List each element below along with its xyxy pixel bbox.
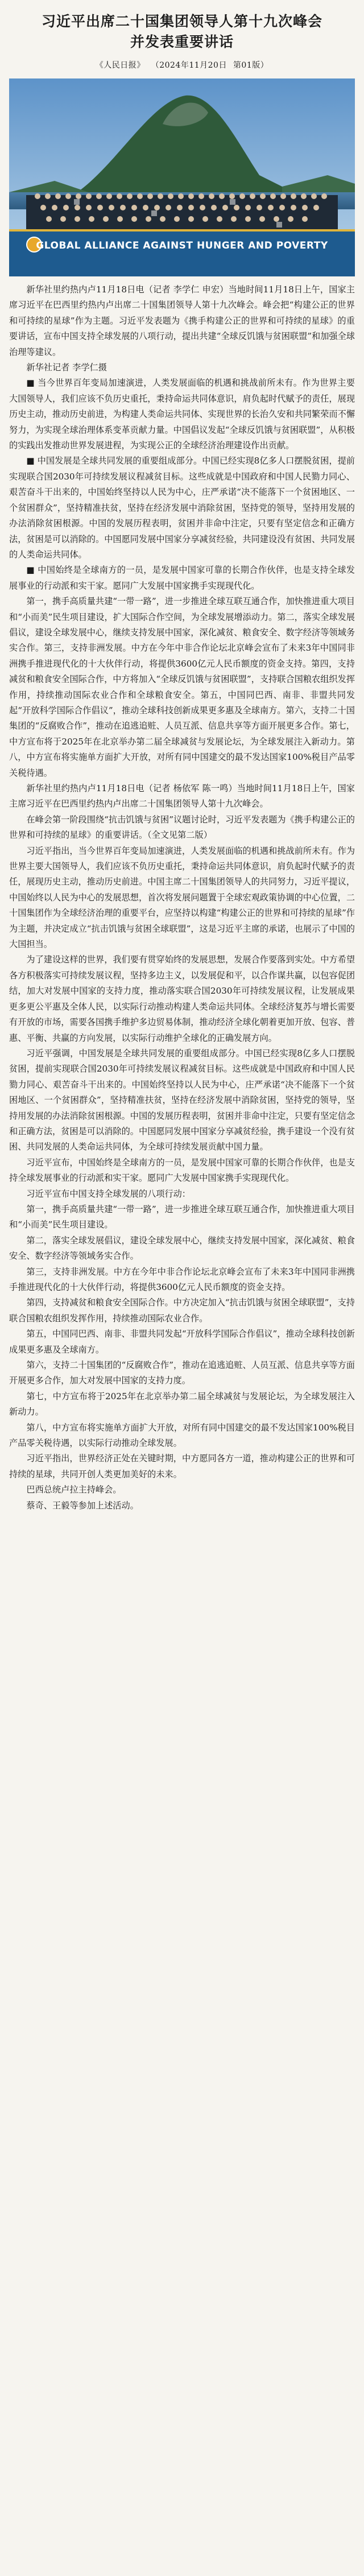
article-body <box>9 282 355 1514</box>
action-item: 第四，支持减贫和粮食安全国际合作。中方决定加入“抗击饥饿与贫困全球联盟”，支持联合国粮农组织发挥作用，持续推动国际农业合作。 <box>9 1297 355 1324</box>
paragraph: ■ 中国发展是全球共同发展的重要组成部分。中国已经实现8亿多人口摆脱贫困，提前实现联合国2030年可持续发展议程减贫目标。这些成就是中国政府和中国人民勠力同心、艰苦奋斗干出来的，中国始终坚持以人民为中心，庄严承诺“决不能落下一个贫困地区、一个贫困群众”，坚持精准扶贫，坚持在经济发展中消除贫困，坚持党的领导，坚持用发展的办法消除贫困根源。中国的发展历程表明，贫困并非命中注定，只要有坚定信念和正确方法，贫困是可以消除的。中国愿同发展中国家分享减贫经验，共同建设没有贫困、共同发展的人类命运共同体。 <box>9 456 355 560</box>
paragraph: 巴西总统卢拉主持峰会。 <box>26 1485 122 1495</box>
paragraph: 第一，携手高质量共建“一带一路”，进一步推进全球互联互通合作，加快推进重大项目和“小而美”民生项目建设，扩大国际合作空间，为全球发展增添动力。第二，落实全球发展倡议，建设全球发展中心，继续支持发展中国家，深化减贫、粮食安全、数字经济等领域务实合作。第三，支持非洲发展。中方在今年中非合作论坛北京峰会宣布了未来3年中国同非洲携手推进现代化的十大伙伴行动，将提供3600亿元人民币额度的资金支持。第四，支持减贫和粮食安全国际合作，中方将加入“全球反饥饿与贫困联盟”，支持联合国粮农组织发挥作用，持续推动国际农业合作和全球粮食安全。第五，中国同巴西、南非、非盟共同发起“开放科学国际合作倡议”，推动全球科技创新成果更多惠及全球南方。第六，支持二十国集团的“反腐败合作”，推动在追逃追赃、人员互派、信息共享等方面开展更多合作。第七，中方宣布将于2025年在北京举办第二届全球减贫与发展论坛，为全球发展注入新动力。第八，中方宣布将实施单方面扩大开放，对所有同中国建交的最不发达国家100%税目产品零关税待遇。 <box>9 596 355 778</box>
paragraph: 习近平宣布，中国始终是全球南方的一员，是发展中国家可靠的长期合作伙伴，也是支持全球发展事业的行动派和实干家。愿同广大发展中国家携手实现现代化。 <box>9 1157 355 1184</box>
paragraph: 在峰会第一阶段围绕“抗击饥饿与贫困”议题讨论时，习近平发表题为《携手构建公正的世界和可持续的星球》的重要讲话。（全文见第二版） <box>9 814 355 841</box>
source-name: 《人民日报》 <box>95 61 145 70</box>
paragraph: 习近平指出，世界经济正处在关键时期，中方愿同各方一道，推动构建公正的世界和可持续的星球，共同开创人类更加美好的未来。 <box>9 1453 355 1479</box>
action-item: 第三，支持非洲发展。中方在今年中非合作论坛北京峰会宣布了未来3年中国同非洲携手推进现代化的十大伙伴行动，将提供3600亿元人民币额度的资金支持。 <box>9 1266 355 1292</box>
action-item: 第五，中国同巴西、南非、非盟共同发起“开放科学国际合作倡议”，推动全球科技创新成果更多惠及全球南方。 <box>9 1329 355 1355</box>
paragraph: 习近平强调，中国发展是全球共同发展的重要组成部分。中国已经实现8亿多人口摆脱贫困，提前实现联合国2030年可持续发展议程减贫目标。这些成就是中国政府和中国人民勠力同心、艰苦奋斗干出来的。中国始终坚持以人民为中心，庄严承诺“决不能落下一个贫困地区、一个贫困群众”，坚持精准扶贫，坚持在经济发展中消除贫困，坚持党的领导，坚持用发展的办法消除贫困根源。中国的发展历程表明，贫困并非命中注定，只要有坚定信念和正确方法，贫困是可以消除的。中国愿同发展中国家分享减贫经验，携手建设一个没有贫困、共同发展的人类命运共同体，为全球可持续发展贡献中国力量。 <box>9 1048 355 1152</box>
paragraph: 为了建设这样的世界，我们要有贯穿始终的发展思想，发展合作要落到实处。中方希望各方积极落实可持续发展议程，坚持多边主义，以发展促和平，以合作谋共赢，以包容促团结，加大对发展中国家的支持力度，推动落实联合国2030年可持续发展议程，让发展成果更多更公平惠及全体人民，以实际行动推动构建人类命运共同体。全球经济复苏与增长需要有开放的市场，需要各国携手维护多边贸易体制，推动经济全球化朝着更加开放、包容、普惠、平衡、共赢的方向发展，以实际行动维护全球化的正确发展方向。 <box>9 954 355 1043</box>
action-item: 第一，携手高质量共建“一带一路”，进一步推进全球互联互通合作，加快推进重大项目和“小而美”民生项目建设。 <box>9 1204 355 1230</box>
title-line-2: 并发表重要讲话 <box>130 34 234 50</box>
paragraph: ■ 中国始终是全球南方的一员，是发展中国家可靠的长期合作伙伴，也是支持全球发展事业的行动派和实干家。愿同广大发展中国家携手实现现代化。 <box>9 565 355 591</box>
paragraph: 新华社里约热内卢11月18日电（记者 杨依军 陈一鸣）当地时间11月18日上午，国家主席习近平在巴西里约热内卢出席二十国集团领导人第十九次峰会。 <box>9 783 355 809</box>
action-item: 第二，落实全球发展倡议，建设全球发展中心，继续支持发展中国家，深化减贫、粮食安全、数字经济等领域务实合作。 <box>9 1235 355 1262</box>
photo-credit: 新华社记者 李学仁摄 <box>26 362 107 373</box>
publish-date: （2024年11月20日 <box>151 61 227 70</box>
action-item: 第六，支持二十国集团的“反腐败合作”，推动在追逃追赃、人员互派、信息共享等方面开展更多合作，加大对发展中国家的支持力度。 <box>9 1360 355 1386</box>
leaders-group <box>26 193 338 229</box>
paragraph: ■ 当今世界百年变局加速演进，人类发展面临的机遇和挑战前所未有。作为世界主要大国领导人，我们应该不负历史重托，秉持命运共同体意识，肩负起时代赋予的责任，展现历史主动，推动历史前进，为构建人类命运共同体、实现世界的长治久安和共同繁荣而不懈努力，为实现全球治理体系变革贡献力量。中国倡议发起“全球反饥饿与贫困联盟”，从积极的实践出发推动世界发展进程，为实现公正的全球经济治理建设作出贡献。 <box>9 378 355 451</box>
paragraph: 习近平宣布中国支持全球发展的八项行动： <box>26 1188 191 1199</box>
action-item: 第八，中方宣布将实施单方面扩大开放，对所有同中国建交的最不发达国家100%税目产品零关税待遇，以实际行动推动全球发展。 <box>9 1422 355 1449</box>
page-number: 第01版） <box>233 61 269 70</box>
page-title <box>9 11 355 52</box>
photo-banner-text: GLOBAL ALLIANCE AGAINST HUNGER AND POVERTY <box>36 240 328 251</box>
paragraph: 习近平指出，当今世界百年变局加速演进，人类发展面临的机遇和挑战前所未有。作为世界主要大国领导人，我们应该不负历史重托，秉持命运共同体意识，肩负起时代赋予的责任，展现历史主动，推动历史前进。中国主席二十国集团领导人的共同努力，习近平提议，中国始终以人民为中心的发展思想，首次将发展问题置于全球宏观政策协调的中心位置，二十国集团作为全球经济治理的重要平台，应坚持以构建“构建公正的世界和可持续的星球”作为主题，并决定成立“抗击饥饿与贫困全球联盟”，这是习近平主席的承诺，也展示了中国的大国担当。 <box>9 845 355 950</box>
action-item: 第七，中方宣布将于2025年在北京举办第二届全球减贫与发展论坛，为全球发展注入新动力。 <box>9 1391 355 1417</box>
paragraph: 新华社里约热内卢11月18日电（记者 李学仁 申宏）当地时间11月18日上午，国家主席习近平在巴西里约热内卢出席二十国集团领导人第十九次峰会。峰会把“构建公正的世界和可持续的星球”作为主题。习近平发表题为《携手构建公正的世界和可持续的星球》的重要讲话，宣布中国支持全球发展的八项行动，提出共建“全球反饥饿与贫困联盟”和加强全球治理等建议。 <box>9 284 355 357</box>
summit-photo <box>9 78 355 276</box>
title-line-1: 习近平出席二十国集团领导人第十九次峰会 <box>41 13 322 30</box>
paragraph: 蔡奇、王毅等参加上述活动。 <box>26 1500 139 1511</box>
dateline <box>9 59 355 71</box>
